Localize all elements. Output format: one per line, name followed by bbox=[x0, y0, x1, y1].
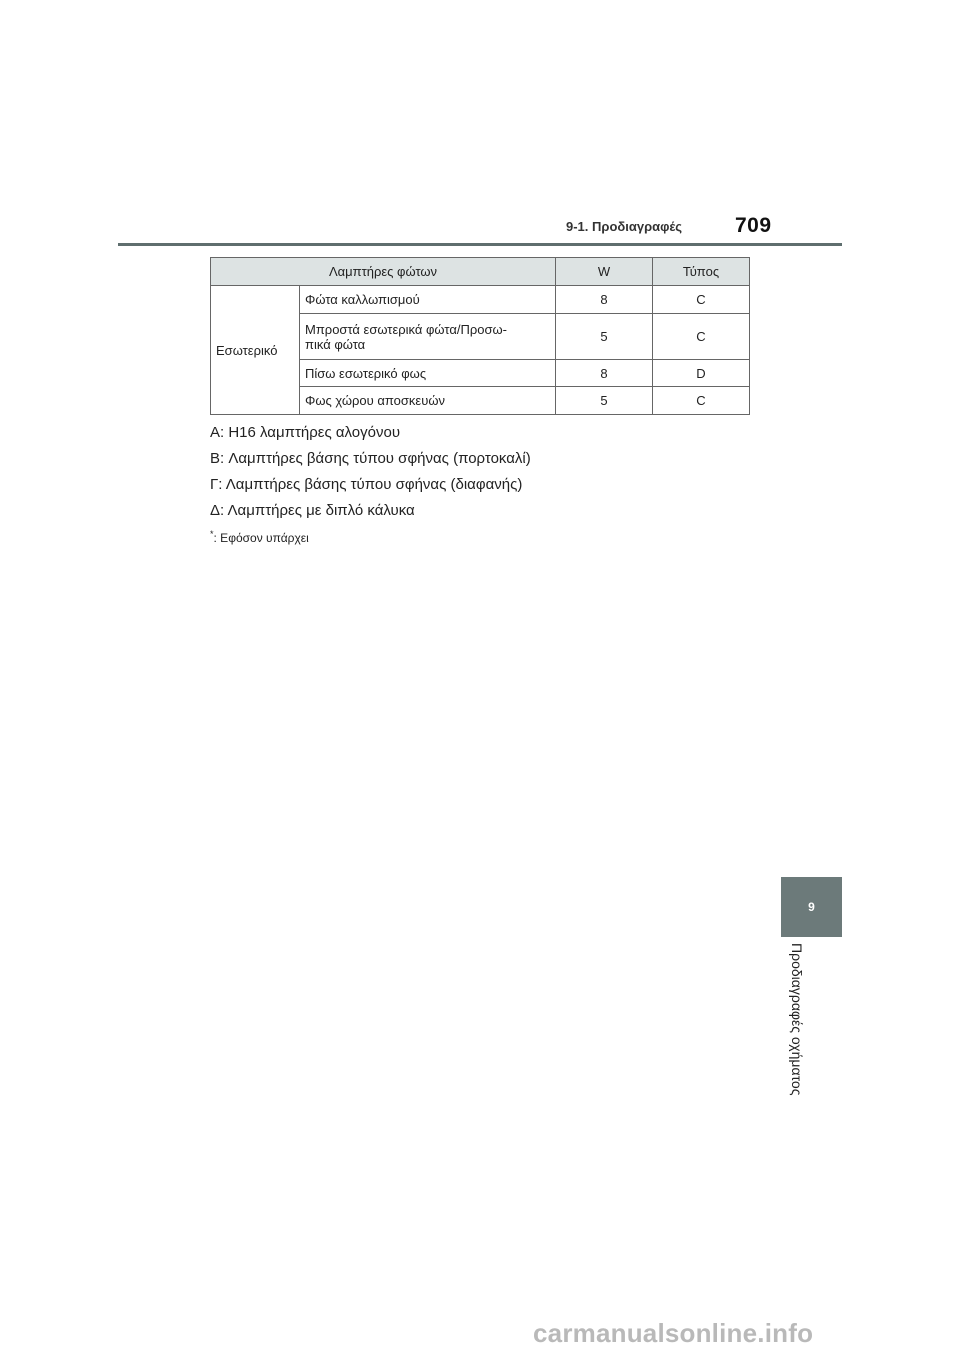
chapter-tab bbox=[781, 877, 842, 937]
bulb-name: Φώτα καλλωπισμού bbox=[300, 286, 556, 314]
bulb-name-line: πικά φώτα bbox=[305, 336, 366, 352]
bulb-watt: 5 bbox=[556, 387, 653, 415]
table-row bbox=[211, 286, 750, 314]
column-header-bulbs: Λαμπτήρες φώτων bbox=[211, 258, 556, 286]
table-header-row bbox=[211, 258, 750, 286]
bulb-name-line: Μπροστά εσωτερικά φώτα/Προσω- bbox=[305, 321, 507, 337]
section-title: 9-1. Προδιαγραφές bbox=[566, 219, 683, 234]
bulb-type: C bbox=[653, 286, 750, 314]
bulb-watt: 5 bbox=[556, 314, 653, 360]
footnote-marker: * bbox=[210, 529, 214, 539]
bulb-watt: 8 bbox=[556, 360, 653, 387]
bulb-watt: 8 bbox=[556, 286, 653, 314]
legend-item-d: Δ: Λαμπτήρες με διπλό κάλυκα bbox=[210, 502, 415, 519]
bulb-type: C bbox=[653, 314, 750, 360]
legend-item-a: A: H16 λαμπτήρες αλογόνου bbox=[210, 424, 401, 441]
legend-item-b: B: Λαμπτήρες βάσης τύπου σφήνας (πορτοκαλί) bbox=[210, 450, 531, 467]
chapter-number: 9 bbox=[808, 900, 815, 914]
footnote-text: : Εφόσον υπάρχει bbox=[213, 531, 309, 545]
bulb-name bbox=[300, 314, 556, 360]
row-group-interior: Εσωτερικό bbox=[211, 286, 300, 415]
column-header-watt: W bbox=[556, 258, 653, 286]
footnote bbox=[210, 529, 531, 545]
header-divider bbox=[118, 243, 842, 246]
watermark: carmanualsonline.info bbox=[533, 1318, 814, 1348]
bulb-type-legend bbox=[210, 424, 531, 545]
bulb-type: D bbox=[653, 360, 750, 387]
bulb-name: Πίσω εσωτερικό φως bbox=[300, 360, 556, 387]
legend-item-c: Γ: Λαμπτήρες βάσης τύπου σφήνας (διαφανής) bbox=[210, 476, 523, 493]
column-header-type: Τύπος bbox=[653, 258, 750, 286]
chapter-title-vertical bbox=[781, 943, 807, 1123]
chapter-title: Προδιαγραφές οχήματος bbox=[789, 943, 805, 1096]
page-number: 709 bbox=[735, 214, 772, 237]
bulb-type: C bbox=[653, 387, 750, 415]
bulb-name: Φως χώρου αποσκευών bbox=[300, 387, 556, 415]
bulb-specs-table bbox=[210, 257, 750, 415]
